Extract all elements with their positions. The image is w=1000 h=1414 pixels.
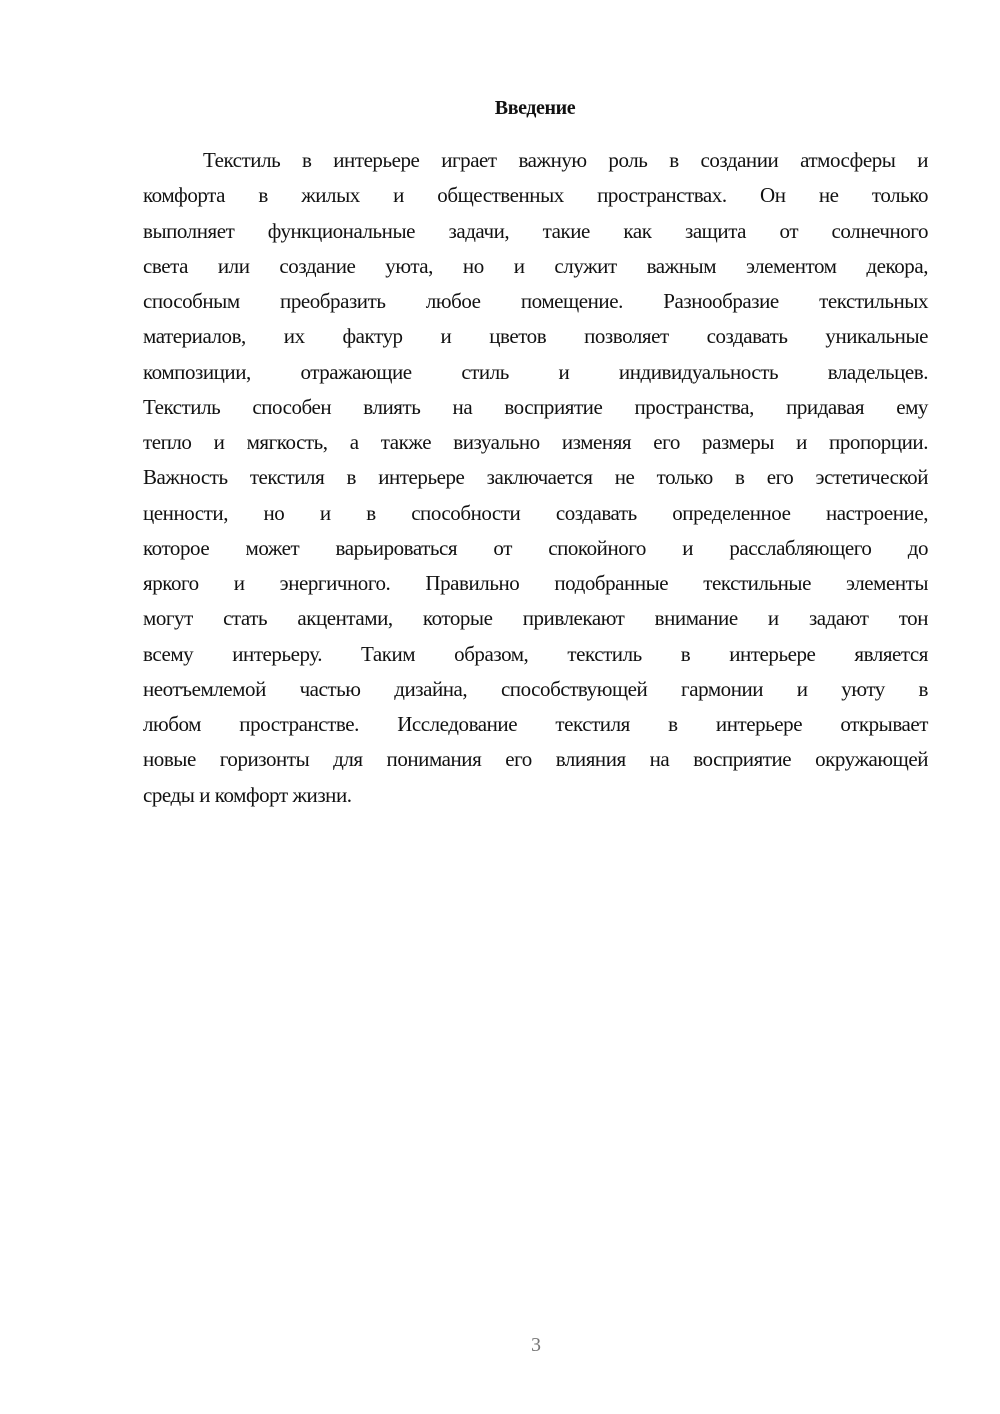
paragraph-line: света или создание уюта, но и служит важным элементом декора, <box>143 253 928 278</box>
paragraph-line: любом пространстве. Исследование текстиля в интерьере открывает <box>143 712 928 736</box>
paragraph-line: Текстиль способен влиять на восприятие пространства, придавая ему <box>143 394 928 419</box>
paragraph-line: всему интерьеру. Таким образом, текстиль в интерьере является <box>143 641 928 666</box>
paragraph-line: выполняет функциональные задачи, такие как защита от солнечного <box>143 218 928 243</box>
body-paragraph <box>143 143 928 813</box>
paragraph-line: Важность текстиля в интерьере заключается не только в его эстетической <box>143 465 928 490</box>
paragraph-line: способным преобразить любое помещение. Разнообразие текстильных <box>143 289 928 313</box>
page-number: 3 <box>531 1334 541 1356</box>
paragraph-line: композиции, отражающие стиль и индивидуальность владельцев. <box>143 359 928 384</box>
paragraph-line: комфорта в жилых и общественных пространствах. Он не только <box>143 183 928 208</box>
paragraph-line: материалов, их фактур и цветов позволяет создавать уникальные <box>143 324 928 349</box>
paragraph-line: неотъемлемой частью дизайна, способствующей гармонии и уюту в <box>143 676 928 701</box>
section-heading: Введение <box>494 97 576 119</box>
paragraph-line: которое может варьироваться от спокойного и расслабляющего до <box>143 535 928 560</box>
paragraph-line: тепло и мягкость, а также визуально изменяя его размеры и пропорции. <box>143 430 928 454</box>
paragraph-line: ценности, но и в способности создавать определенное настроение, <box>143 500 928 525</box>
paragraph-line: новые горизонты для понимания его влияния на восприятие окружающей <box>143 747 928 772</box>
paragraph-line: Текстиль в интерьере играет важную роль в создании атмосферы и <box>203 148 928 172</box>
paragraph-line: могут стать акцентами, которые привлекают внимание и задают тон <box>143 606 928 631</box>
paragraph-line: среды и комфорт жизни. <box>143 782 352 807</box>
paragraph-line: яркого и энергичного. Правильно подобранные текстильные элементы <box>143 571 928 595</box>
